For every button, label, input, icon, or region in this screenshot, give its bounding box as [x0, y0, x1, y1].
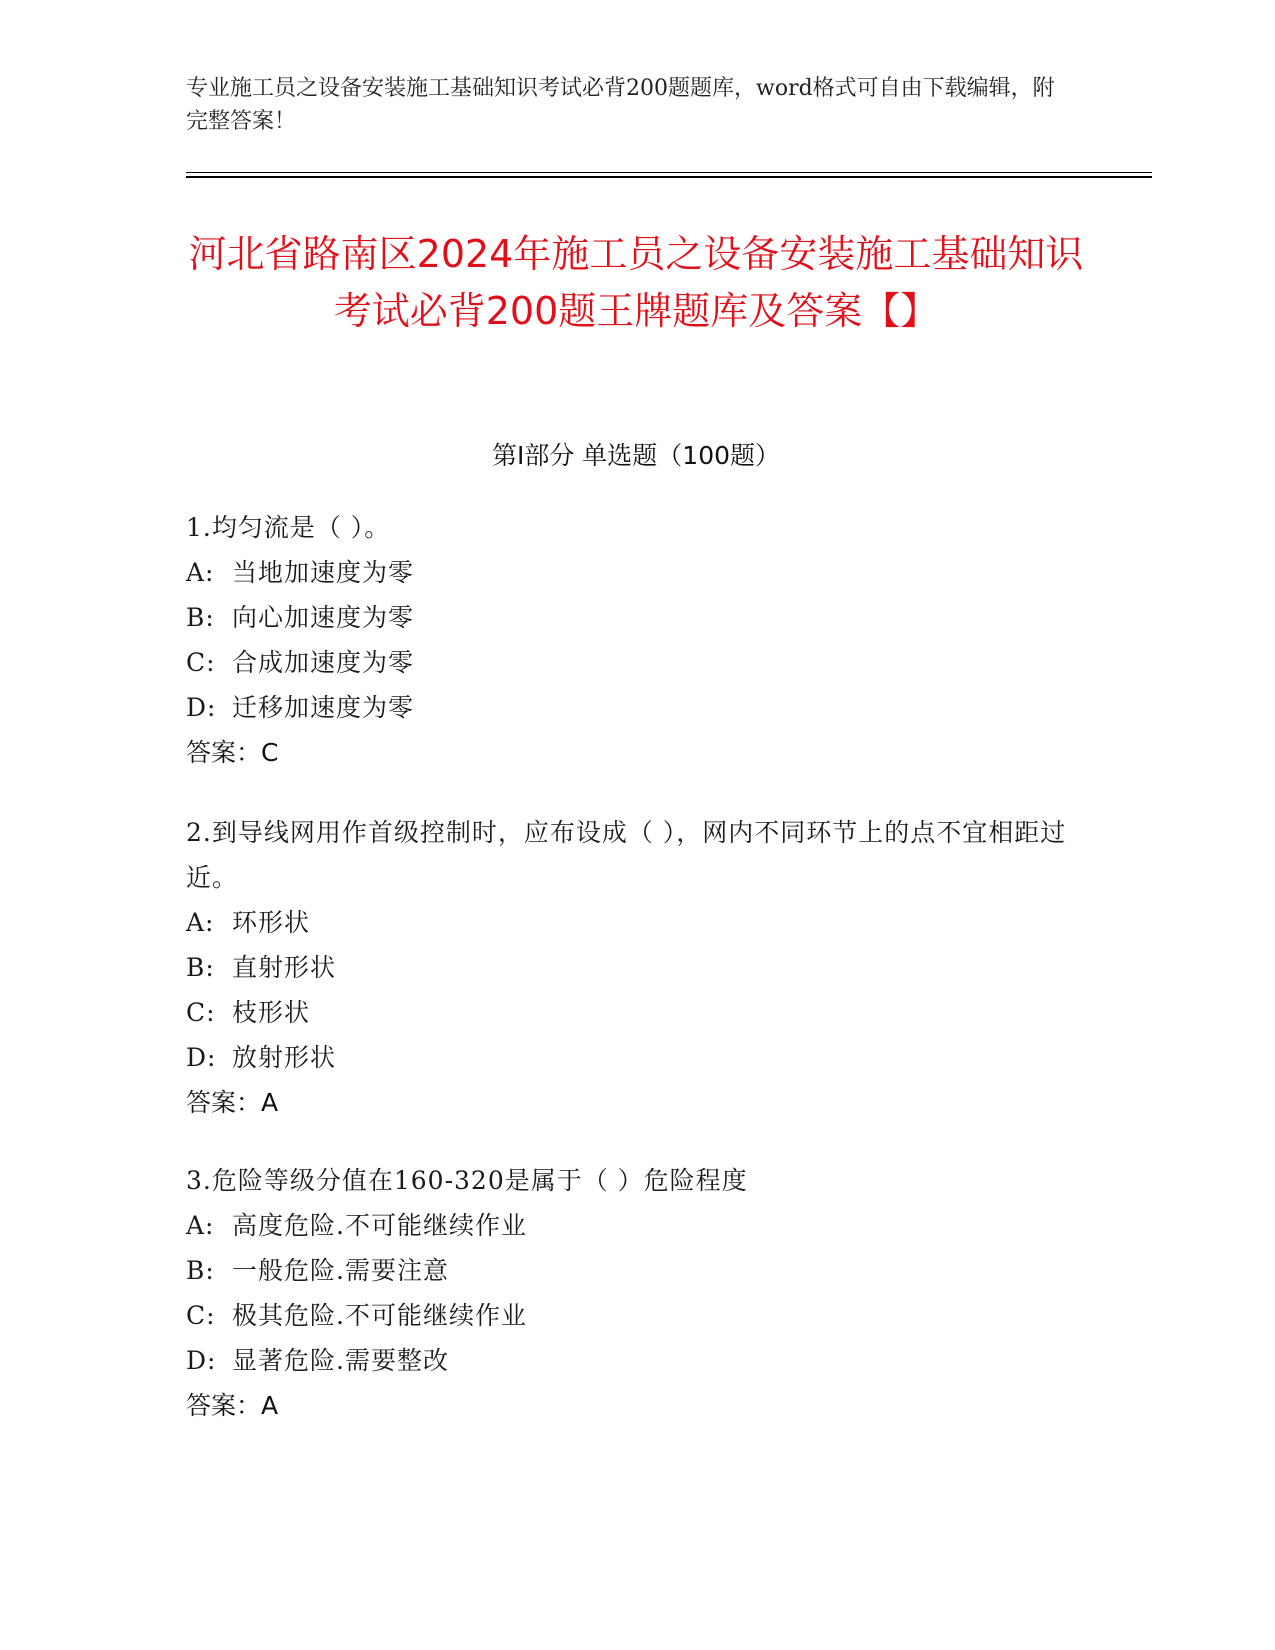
document-title: 河北省路南区2024年施工员之设备安装施工基础知识考试必背200题王牌题库及答案【】: [188, 232, 1084, 333]
option-text: 直射形状: [232, 953, 337, 982]
option-text: 显著危险.需要整改: [232, 1346, 449, 1375]
header-rule-thin: [186, 172, 1152, 173]
option-text: 一般危险.需要注意: [232, 1256, 449, 1285]
option-c: [186, 990, 1086, 1035]
header-rule-thick: [186, 176, 1152, 178]
option-a: [186, 900, 1086, 945]
option-text: 放射形状: [232, 1043, 337, 1072]
option-key: C:: [186, 998, 216, 1027]
question-stem: 3.危险等级分值在160-320是属于（ ）危险程度: [186, 1166, 748, 1195]
option-key: A:: [186, 1211, 215, 1240]
option-a: [186, 550, 1086, 595]
option-key: B:: [186, 603, 215, 632]
question-2: [186, 810, 1086, 1125]
option-d: [186, 1035, 1086, 1080]
option-key: A:: [186, 558, 215, 587]
option-key: B:: [186, 953, 215, 982]
option-b: [186, 945, 1086, 990]
question-stem: 1.均匀流是（ ）。: [186, 513, 391, 542]
option-a: [186, 1203, 1086, 1248]
option-text: 当地加速度为零: [232, 558, 415, 587]
option-text: 枝形状: [232, 998, 311, 1027]
option-b: [186, 595, 1086, 640]
option-c: [186, 1293, 1086, 1338]
option-text: 向心加速度为零: [232, 603, 415, 632]
option-d: [186, 685, 1086, 730]
answer: 答案：C: [186, 738, 279, 767]
option-text: 极其危险.不可能继续作业: [232, 1301, 527, 1330]
answer: 答案：A: [186, 1088, 279, 1117]
option-key: B:: [186, 1256, 215, 1285]
question-1: [186, 505, 1086, 775]
option-text: 环形状: [232, 908, 311, 937]
answer: 答案：A: [186, 1391, 279, 1420]
option-key: D:: [186, 1346, 217, 1375]
header-note: 专业施工员之设备安装施工基础知识考试必背200题题库，word格式可自由下载编辑，附完整答案！: [186, 76, 1055, 134]
option-text: 高度危险.不可能继续作业: [232, 1211, 527, 1240]
option-key: D:: [186, 693, 217, 722]
option-key: C:: [186, 648, 216, 677]
option-text: 合成加速度为零: [232, 648, 415, 677]
question-stem: 2.到导线网用作首级控制时，应布设成（ ），网内不同环节上的点不宜相距过近。: [186, 818, 1067, 892]
option-c: [186, 640, 1086, 685]
option-key: A:: [186, 908, 215, 937]
section-title: 第I部分 单选题（100题）: [491, 441, 781, 470]
question-3: [186, 1158, 1086, 1428]
option-d: [186, 1338, 1086, 1383]
option-key: C:: [186, 1301, 216, 1330]
option-b: [186, 1248, 1086, 1293]
option-key: D:: [186, 1043, 217, 1072]
option-text: 迁移加速度为零: [232, 693, 415, 722]
